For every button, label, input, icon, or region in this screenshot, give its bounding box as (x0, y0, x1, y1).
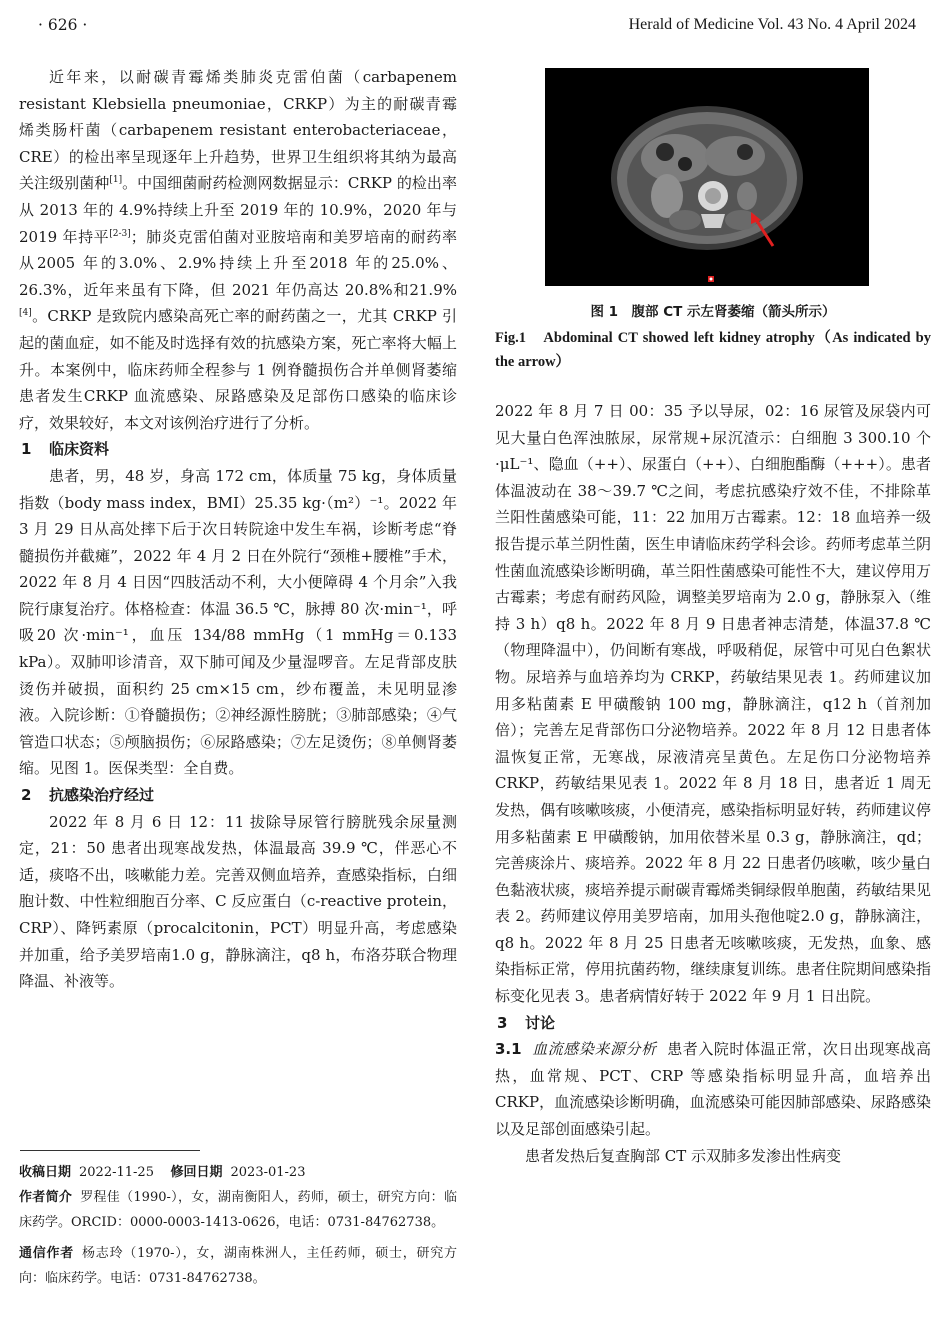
section-title: 抗感染治疗经过 (49, 786, 155, 805)
section-number: 2 (21, 786, 32, 805)
intro-text-a: 近年来，以耐碳青霉烯类肺炎克雷伯菌（carbapenem resistant Klebsiella pneumoniae，CRKP）为主的耐碳青霉烯类肠杆菌（carbapenem resistant enterobacteriaceae，CRE）的检出率呈现逐年上升趋势，世界卫生组织将其纳为最高关注级别菌种 (19, 68, 457, 193)
section-title: 讨论 (525, 1013, 556, 1032)
figure-caption-en: Fig.1 Abdominal CT showed left kidney atrophy（As indicated by the arrow） (495, 330, 931, 370)
section-number: 1 (21, 440, 32, 459)
intro-text-b: 。中国细菌耐药检测网数据显示：CRKP 的检出率从 2013 年的 4.9%持续上升至 2019 年的 10.9%，2020 年与 2019 年持平 (19, 174, 457, 246)
subsection-number: 3.1 (495, 1040, 522, 1059)
section-title: 临床资料 (49, 440, 110, 459)
treatment-paragraph: 2022 年 8 月 6 日 12：11 拔除导尿管行膀胱残余尿量测定，21：50 患者出现寒战发热，体温最高 39.9 ℃，伴恶心不适，痰咯不出，咳嗽能力差。完善双侧血培养，查感染指标，白细胞计数、中性粒细胞百分率、C 反应蛋白（c-reactive protein，CRP）、降钙素原（procalcitonin，PCT）明显升高，考虑感染并加重，给予美罗培南1.0 g，静脉滴注，q8 h，布洛芬联合物理降温、补液等。 (19, 812, 457, 991)
author-label: 作者简介 (19, 1190, 73, 1205)
treatment-continued-paragraph: 2022 年 8 月 7 日 00：35 予以导尿，02：16 尿管及尿袋内可见大量白色浑浊脓尿，尿常规+尿沉渣示：白细胞 3 300.10 个·μL⁻¹、隐血（++）、尿蛋白（++）、白细胞酯酶（+++）。患者体温波动在 38～39.7 ℃之间，考虑抗感染疗效不佳，不排除革兰阳性菌感染可能，11：22 加用万古霉素。12：18 血培养一级报告提示革兰阴性菌，医生申请临床药学科会诊。药师考虑革兰阴性菌血流感染诊断明确，革兰阳性菌感染可能性不大，建议停用万古霉素；考虑有耐药风险，调整美罗培南为 2.0 g，静脉泵入（维持 3 h）q8 h。2022 年 8 月 9 日患者神志清楚，体温37.8 ℃（物理降温中），仍间断有寒战，呼吸稍促，尿管中可见白色絮状物。尿培养与血培养均为 CRKP，药敏结果见表 1。药师建议加用多粘菌素 E 甲磺酸钠 100 mg，静脉滴注，q12 h（首剂加倍）；完善左足背部伤口分泌物培养。2022 年 8 月 12 日患者体温恢复正常，无寒战，尿液清亮呈黄色。左足伤口分泌物培养 CRKP，药敏结果见表 1。2022 年 8 月 18 日，患者近 1 周无发热，偶有咳嗽咳痰，小便清亮，感染指标明显好转，药师建议停用多粘菌素 E 甲磺酸钠，加用依替米星 0.3 g，静脉滴注，qd；完善痰涂片、痰培养。2022 年 8 月 22 日患者仍咳嗽，咳少量白色黏液状痰，痰培养提示耐碳青霉烯类铜绿假单胞菌，药敏结果见表 2。药师建议停用美罗培南，加用头孢他啶2.0 g，静脉滴注，q8 h。2022 年 8 月 25 日患者无咳嗽咳痰，无发热，血象、感染指标正常，停用抗菌药物，继续康复训练。患者住院期间感染指标变化见表 3。患者病情好转于 2022 年 9 月 1 日出院。 (495, 402, 931, 1006)
subsection-text: 患者入院时体温正常，次日出现寒战高热，血常规、PCT、CRP 等感染指标明显升高，血培养出 CRKP，血流感染诊断明确，血流感染可能因肺部感染、尿路感染以及足部创面感染引起。 (495, 1040, 931, 1139)
corresponding-note (19, 1241, 457, 1291)
running-header (20, 14, 930, 40)
revised-label: 修回日期 (170, 1165, 223, 1180)
citation-ref: [1] (109, 175, 123, 186)
figure-caption-cn: 图 1 腹部 CT 示左肾萎缩（箭头所示） (590, 304, 836, 320)
author-note (19, 1185, 457, 1235)
ct-scan-image (545, 68, 869, 286)
subsection-3-1-paragraph (495, 1036, 931, 1142)
footnote-separator (20, 1150, 200, 1151)
dates-line (19, 1160, 457, 1185)
corresponding-text: 杨志玲（1970-），女，湖南株洲人，主任药师，硕士，研究方向：临床药学。电话：0731-84762738。 (19, 1246, 457, 1286)
intro-paragraph (19, 64, 457, 436)
received-label: 收稿日期 (19, 1165, 72, 1180)
revised-date: 2023-01-23 (230, 1165, 306, 1180)
page-number: · 626 · (38, 16, 88, 34)
author-text: 罗程佳（1990-），女，湖南衡阳人，药师，硕士，研究方向：临床药学。ORCID：0000-0003-1413-0626，电话：0731-84762738。 (19, 1190, 457, 1230)
left-column (19, 64, 457, 995)
discussion-last-line: 患者发热后复查胸部 CT 示双肺多发渗出性病变 (525, 1146, 842, 1165)
clinical-data-paragraph: 患者，男，48 岁，身高 172 cm，体质量 75 kg，身体质量指数（body mass index，BMI）25.35 kg·（m²）⁻¹。2022 年 3 月 29 日从高处摔下后于次日转院途中发生车祸，诊断考虑“脊髓损伤并截瘫”，2022 年 4 月 2 日在外院行“颈椎+腰椎”手术，2022 年 8 月 4 日因“四肢活动不利，大小便障碍 4 个月余”入我院行康复治疗。体格检查：体温 36.5 ℃，脉搏 80 次·min⁻¹，呼吸20 次·min⁻¹，血压 134/88 mmHg（1 mmHg＝0.133 kPa）。双肺叩诊清音，双下肺可闻及少量湿啰音。左足背部皮肤烫伤并破损，面积约 25 cm×15 cm，纱布覆盖，未见明显渗液。入院诊断：①脊髓损伤；②神经源性膀胱；③肺部感染；④气管造口状态；⑤颅脑损伤；⑥尿路感染；⑦左足烫伤；⑧单侧肾萎缩。见图 1。医保类型：全自费。 (19, 466, 457, 778)
journal-citation: Herald of Medicine Vol. 43 No. 4 April 2024 (628, 16, 916, 33)
section-heading-1 (19, 436, 457, 463)
subsection-title: 血流感染来源分析 (532, 1040, 657, 1059)
citation-ref: [2-3] (109, 228, 131, 239)
section-heading-3 (495, 1010, 931, 1037)
right-column (495, 398, 931, 1169)
corresponding-label: 通信作者 (19, 1246, 75, 1261)
intro-text-d: 。CRKP 是致院内感染高死亡率的耐药菌之一，尤其 CRKP 引起的菌血症，如不能及时选择有效的抗感染方案，死亡率将大幅上升。本案例中，临床药师全程参与 1 例脊髓损伤合并单侧肾萎缩患者发生CRKP 血流感染、尿路感染及足部伤口感染的临床诊疗，效果较好，本文对该例治疗进行了分析。 (19, 307, 457, 432)
footnotes (19, 1160, 457, 1291)
section-heading-2 (19, 782, 457, 809)
section-number: 3 (497, 1013, 508, 1032)
ct-scan-graphic (545, 68, 869, 286)
citation-ref: [4] (19, 308, 32, 319)
received-date: 2022-11-25 (79, 1165, 154, 1180)
intro-text-c: ；肺炎克雷伯菌对亚胺培南和美罗培南的耐药率从2005 年的3.0%、2.9%持续上升至2018 年的25.0%、26.3%，近年来虽有下降，但 2021 年仍高达 20.8%和21.9% (19, 227, 457, 299)
